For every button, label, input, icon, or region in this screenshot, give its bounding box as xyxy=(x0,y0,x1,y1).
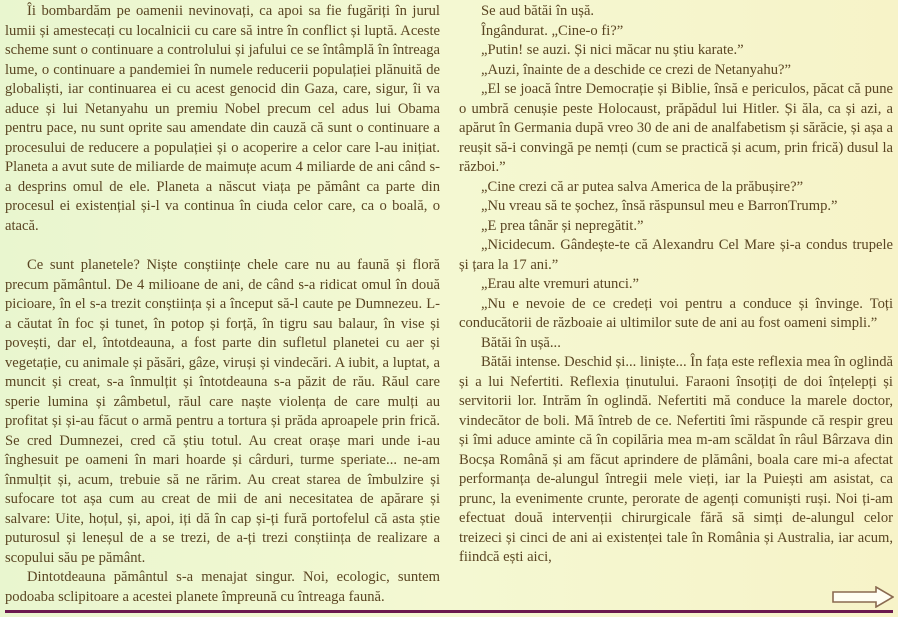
left-paragraph-1: Îi bombardăm pe oamenii nevinovați, ca apoi sa fie fugăriți în jurul lumii și amestecați cu localnicii cu care să intre în conflict și luptă. Aceste scheme sunt o continuare a controlului și jafului ce se întâmplă în întreaga lume, o continuare a pandemiei în numele reducerii populației plănuită de globaliști, iar continuarea ei cu acest genocid din Gaza, care, sigur, îi va aduce și lui Netanyahu un premiu Nobel precum cel adus lui Obama pentru pace, nu sunt oprite sau amendate din cauză că sunt o continuare a procesului de reducere a populației și o acoperire a celor care l-au inițiat. Planeta a avut sute de miliarde de maimuțe acum 4 miliarde de ani când s-a desprins omul de ele. Planeta a născut viața pe pământ ca parte din procesul ei existențial și-l va continua în ciuda celor care, ca o boală, o atacă. xyxy=(5,3,440,234)
left-paragraph-2: Ce sunt planetele? Niște conștiințe chele care nu au faună și floră precum pământul. De 4 milioane de ani, de când s-a ridicat omul în două picioare, în el s-a trezit conștiința și a început să-l caute pe Dumnezeu. L-a căutat în foc și tunet, în potop și forță, în tigru sau balaur, în vise și povești, dar el, întotdeauna, a fost parte din sufletul planetei cu aer și vegetație, cu animale și păsări, gâze, viruși și vindecări. A iubit, a luptat, a muncit și creat, s-a înmulțit și întotdeauna s-a păzit de rău. Răul care sperie lumina și zâmbetul, răul care naște violența de care mulți au profitat și și-au făcut o armă pentru a tortura și prăda aproapele prin frică. Se cred Dumnezei, cred că știu totul. Au creat orașe mari unde i-au înghesuit pe oameni în mari hoarde și cârduri, turme speriate... ne-am înmulțit și, acum, trebuie să ne rărim. Au creat starea de îmbulzire și sufocare tot așa cum au creat de mii de ani necesitatea de apărare și salvare: Uite, hoțul, și, apoi, iți dă în cap și-ți fură portofelul că asta știe puturosul și leneșul de a se trezi, de a-ți trezi conștiința de realizare a scopului său pe pământ. xyxy=(5,257,440,566)
left-column xyxy=(5,2,440,607)
right-paragraph-12: Bătăi în ușă... xyxy=(481,334,561,351)
right-paragraph-8: „E prea tânăr și nepregătit.” xyxy=(481,217,644,234)
right-paragraph-3: „Putin! se auzi. Și nici măcar nu știu karate.” xyxy=(481,42,744,58)
right-paragraph-9: „Nicidecum. Gândește-te că Alexandru Cel Mare și-a condus trupele și țara la 17 ani.” xyxy=(459,237,893,273)
right-column xyxy=(459,2,893,568)
right-paragraph-13: Bătăi intense. Deschid și... liniște... În fața este reflexia mea în oglindă și a lui Nefertiti. Reflexia ținutului. Faraoni însoțiți de doi înțelepți și servitorii lor. Intrăm în oglindă. Nefertiti mă conduce la marele doctor, vindecător de boli. Mă întreb de ce. Nefertiti îmi răspunde că respir greu și îmi aduce aminte că în copilăria mea m-am scăldat în râul Bârzava din Bocșa Română și am făcut aprindere de plămâni, boala care mi-a afectat performanța de-alungul întregii mele vieți, iar la Puiești am asistat, ca prunc, la evenimente crunte, perorate de agenți comuniști ruși. Noi ți-am efectuat două intervenții chirurgicale fără să simți de-alungul celor treizeci și cinci de ani ai existenței tale în România și Australia, iar acum, fiindcă ești aici, xyxy=(459,354,893,565)
right-paragraph-2: Îngândurat. „Cine-o fi?” xyxy=(481,22,624,39)
right-paragraph-11: „Nu e nevoie de ce credeți voi pentru a conduce și învinge. Toți conducătorii de războaie ai ultimilor sute de ani au fost oameni simpli.” xyxy=(459,295,893,331)
right-paragraph-7: „Nu vreau să te șochez, însă răspunsul meu e BarronTrump.” xyxy=(481,198,838,214)
right-paragraph-5: „El se joacă între Democrație și Biblie, însă e periculos, păcat că pune o umbră cenușie peste Holocaust, prăpădul lui Hitler. Și ăla, ca și azi, a apărut în Germania după vreo 30 de ani de analfabetism și sărăcie, și așa a reușit să-i convingă pe nemți (cum se practică și acum, prin frică) dusul la război.” xyxy=(459,81,893,175)
bottom-divider xyxy=(5,610,893,613)
right-paragraph-6: „Cine crezi că ar putea salva America de la prăbușire?” xyxy=(481,178,804,195)
right-arrow-icon[interactable] xyxy=(832,586,894,608)
right-paragraph-10: „Erau alte vremuri atunci.” xyxy=(481,276,640,292)
right-paragraph-4: „Auzi, înainte de a deschide ce crezi de Netanyahu?” xyxy=(481,61,791,78)
left-paragraph-3: Dintotdeauna pământul s-a menajat singur. Noi, ecologic, suntem podoaba sclipitoare a acestei planete împreună cu întreaga faună. xyxy=(5,569,440,605)
right-paragraph-1: Se aud bătăi în ușă. xyxy=(481,3,595,19)
